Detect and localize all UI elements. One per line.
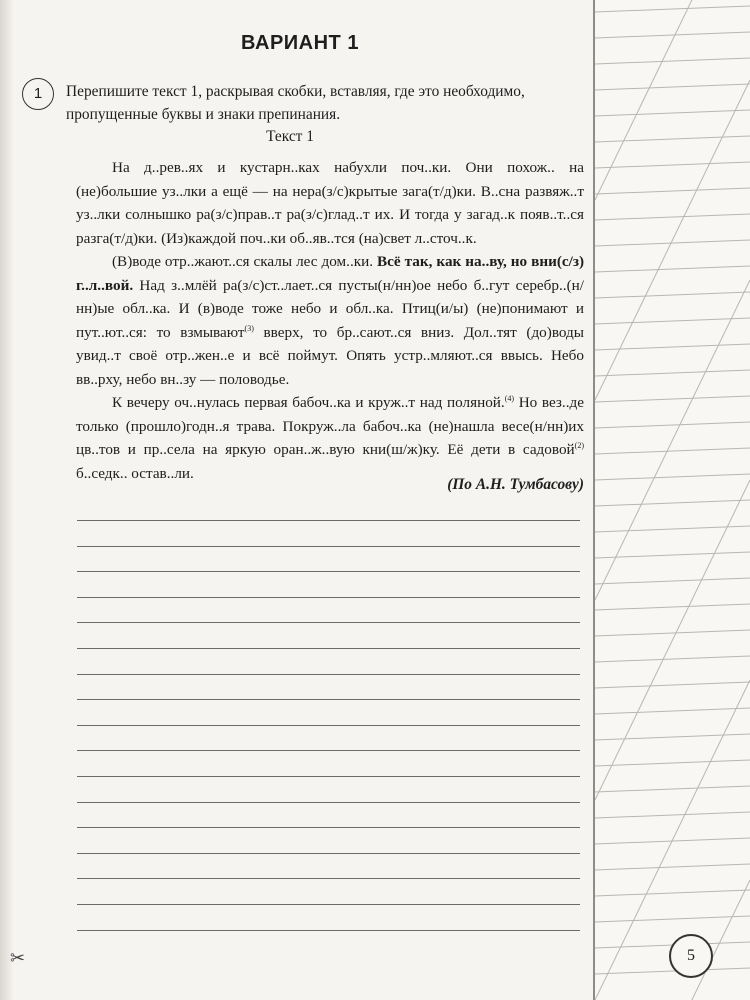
margin-ruled-line: [595, 422, 750, 428]
answer-line[interactable]: [77, 597, 580, 598]
paragraph-3-start: К вечеру оч..нулась первая бабоч..ка и круж..т над поляной.: [112, 394, 505, 411]
answer-line[interactable]: [77, 827, 580, 828]
answer-line[interactable]: [77, 904, 580, 905]
margin-ruled-line: [595, 630, 750, 636]
footnote-marker-3: (3): [244, 323, 254, 333]
margin-ruled-line: [595, 578, 750, 584]
margin-slant-line: [595, 880, 750, 1000]
paragraph-3: [76, 391, 584, 485]
margin-ruled-line: [595, 448, 750, 454]
page-number: 5: [669, 934, 713, 978]
margin-ruled-line: [595, 58, 750, 64]
margin-ruled-line: [595, 32, 750, 38]
margin-ruled-line: [595, 84, 750, 90]
margin-slant-line: [595, 480, 750, 800]
answer-line[interactable]: [77, 571, 580, 572]
margin-ruled-line: [595, 266, 750, 272]
answer-line[interactable]: [77, 750, 580, 751]
margin-ruled-line: [595, 214, 750, 220]
margin-rule: [593, 0, 595, 1000]
paragraph-2-mid: Над з..млёй ра(з/с)ст..лает..ся пусты(н/нн)ое небо б..гут серебр..(н/нн)ые обл..ка. И (в)воде тоже небо и обл..ка. Птиц(и/ы) (не)понимают и пут..ют..ся: то взмывают: [76, 276, 584, 341]
answer-line[interactable]: [77, 622, 580, 623]
margin-ruled-line: [595, 396, 750, 402]
scissors-icon: ✂: [10, 948, 26, 969]
answer-line[interactable]: [77, 674, 580, 675]
answer-line[interactable]: [77, 802, 580, 803]
margin-ruled-line: [595, 916, 750, 922]
text-author: (По А.Н. Тумбасову): [447, 476, 584, 493]
margin-slant-line: [595, 0, 750, 200]
margin-ruled-line: [595, 682, 750, 688]
page-title: ВАРИАНТ 1: [241, 32, 359, 54]
page-binding-shadow: [0, 0, 14, 1000]
paragraph-3-end: б..седк.. остав..ли.: [76, 464, 194, 482]
paragraph-2-start: (В)воде отр..жают..ся скалы лес дом..ки.: [112, 253, 378, 270]
margin-ruled-line: [595, 734, 750, 740]
margin-ruled-line: [595, 656, 750, 662]
margin-ruled-line: [595, 136, 750, 142]
answer-line[interactable]: [77, 546, 580, 547]
footnote-marker-2: (2): [574, 440, 584, 450]
margin-ruled-line: [595, 110, 750, 116]
answer-line[interactable]: [77, 853, 580, 854]
answer-line[interactable]: [77, 520, 580, 521]
answer-line[interactable]: [77, 725, 580, 726]
margin-ruled-line: [595, 318, 750, 324]
margin-ruled-line: [595, 786, 750, 792]
answer-line[interactable]: [77, 699, 580, 700]
margin-ruled-line: [595, 162, 750, 168]
answer-line[interactable]: [77, 878, 580, 879]
answer-line[interactable]: [77, 776, 580, 777]
margin-ruled-line: [595, 344, 750, 350]
margin-ruled-line: [595, 500, 750, 506]
paragraph-2-bold: Всё так, как на..ву, но вни(с/з) г..л..вой.: [76, 253, 585, 294]
margin-slant-line: [595, 80, 750, 400]
text-title: Текст 1: [266, 128, 314, 145]
task-number-badge: 1: [22, 78, 54, 110]
footnote-marker-4: (4): [504, 393, 515, 403]
text-body: [76, 156, 584, 485]
answer-line[interactable]: [77, 930, 580, 931]
margin-ruled-line: [595, 708, 750, 714]
paragraph-2: [76, 250, 584, 391]
margin-ruled-line: [595, 604, 750, 610]
margin-ruled-line: [595, 760, 750, 766]
task-instruction: Перепишите текст 1, раскрывая скобки, вставляя, где это необходимо, пропущенные буквы и знаки препинания.: [66, 83, 525, 123]
margin-ruled-line: [595, 890, 750, 896]
margin-slant-line: [595, 280, 750, 600]
margin-ruled-line: [595, 188, 750, 194]
margin-ruled-line: [595, 474, 750, 480]
margin-ruled-line: [595, 812, 750, 818]
paragraph-1: На д..рев..ях и кустарн..ках набухли поч..ки. Они похож.. на (не)большие уз..лки а ещё — на нера(з/с)крытые зага(т/д)ки. В..сна развяж..т уз..лки солнышко ра(з/с)прав..т ра(з/с)глад..т их. И тогда у загад..к появ..т..ся разга(т/д)ки. (Из)каждой поч..ки об..яв..тся (на)свет л..сточ..к.: [76, 159, 584, 247]
margin-ruled-line: [595, 292, 750, 298]
margin-ruled-line: [595, 6, 750, 12]
paragraph-2-end: вверх, то бр..сают..ся вниз. Дол..тят (до)воды увид..т своё отр..жен..е и всё поймут. Опять устр..мляют..ся ввысь. Небо вв..рху, небо вн..зу — половодье.: [76, 323, 584, 388]
answer-line[interactable]: [77, 648, 580, 649]
margin-ruled-line: [595, 370, 750, 376]
margin-ruled-line: [595, 864, 750, 870]
paragraph-3-mid: Но вез..де только (прошло)годн..я трава. Покруж..ла бабоч..ка (не)нашла весе(н/нн)их цв..тов и пр..села на яркую оран..ж..вую кни(ш/ж)ку. Её дети в садовой: [76, 394, 584, 458]
margin-lined-pattern: [595, 0, 750, 1000]
